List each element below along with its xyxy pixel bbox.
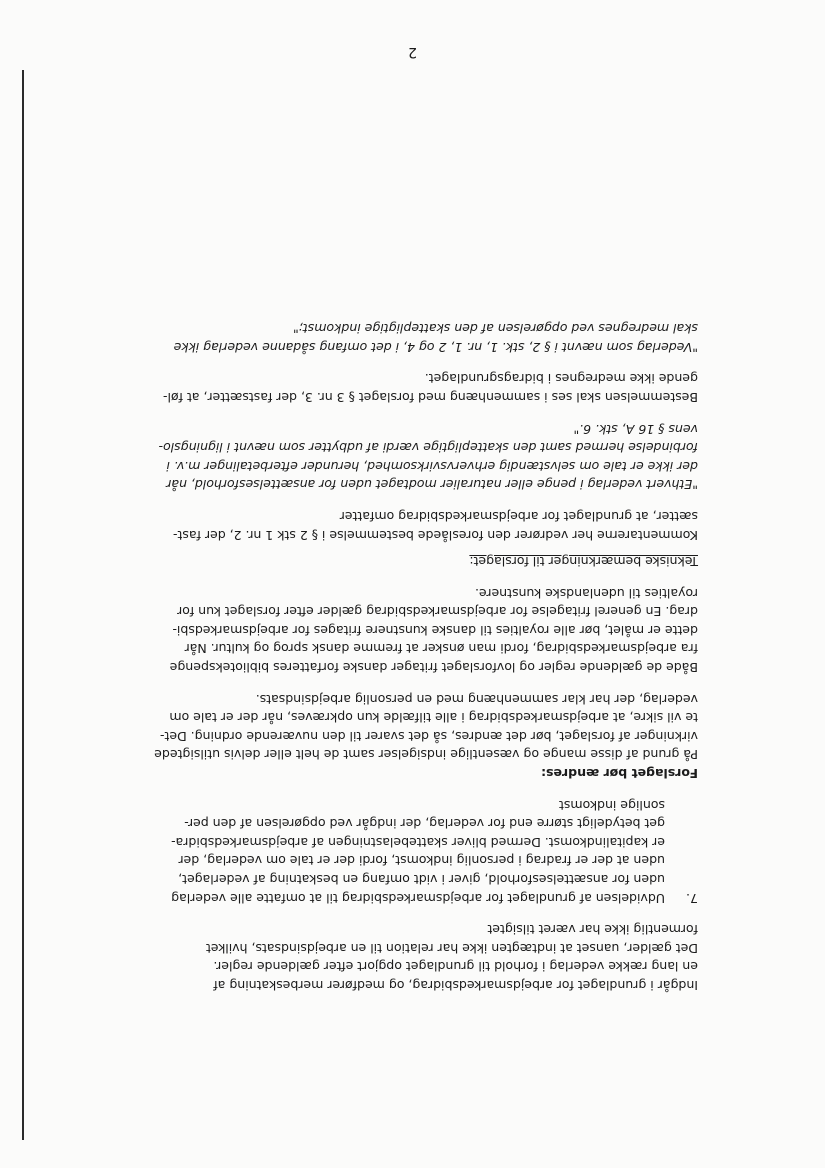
text-line: Kommentarerne her vedrører den foreslåede bestemmelse i § 2 stk 1 nr. 2, der fast- xyxy=(173,527,698,543)
text-line: fra arbejdsmarkedsbidrag, fordi man ønsker at fremme dansk sprog og kultur. Når xyxy=(184,641,698,657)
page-number: 2 xyxy=(408,44,417,60)
quote-block-1 xyxy=(133,419,698,493)
text-line: sætter, at grundlaget for arbejdsmarkedsbidrag omfatter xyxy=(339,508,698,524)
section-heading-changes: Forslaget bør ændres: xyxy=(541,766,698,782)
text-line: Både de gældende regler og lovforslaget fritager danske forfatteres bibliotekspenge xyxy=(169,660,698,676)
text-line: "Vederlag som nævnt i § 2, stk. 1, nr. 1, 2 og 4, i det omfang sådanne vederlag ikke xyxy=(173,339,698,355)
text-line: skal medregnes ved opgørelsen af den skattepligtige indkomst;" xyxy=(292,321,698,337)
numbered-item-7 xyxy=(133,795,698,907)
text-line: Det gælder, uanset at indtægten ikke har relation til en arbejdsindsats, hvilket xyxy=(205,940,698,956)
text-line: formentlig ikke har været tilsigtet xyxy=(487,922,698,938)
text-line: "Ethvert vederlag i penge eller naturalier modtaget uden for ansættelsesforhold, når xyxy=(166,477,698,493)
paragraph-changes xyxy=(133,689,698,763)
text-line: drag. En generel fritagelse for arbejdsmarkedsbidrag gælder efter forslaget kun for xyxy=(177,604,698,620)
text-line: sonlige indkomst xyxy=(559,797,665,813)
text-line: virkninger af forslaget, bør det ændres, så det svarer til den nuværende ordning. Det- xyxy=(160,728,698,744)
text-line: te vil sikre, at arbejdsmarkedsbidrag i alle tilfælde kun opkræves, når der er tale om xyxy=(169,710,698,726)
text-line: get betydeligt større end for vederlag, der indgår ved opgørelsen af den per- xyxy=(184,816,665,832)
document-body xyxy=(133,319,698,994)
scan-edge-line xyxy=(22,70,24,1140)
text-line: royalties til udenlandske kunstnere. xyxy=(475,585,698,601)
text-line: gende ikke medregnes i bidragsgrundlaget. xyxy=(424,371,698,387)
text-line: Bestemmelsen skal ses i sammenhæng med forslaget § 3 nr. 3, der fastsætter, at føl- xyxy=(163,389,698,405)
text-line: På grund af disse mange og væsentlige indsigelser samt de helt eller delvis utilsigtede xyxy=(154,747,698,763)
text-line: uden for ansættelsesforhold, giver i vidt omfang en beskatning af vederlaget, xyxy=(178,872,665,888)
quote-block-2 xyxy=(133,319,698,356)
paragraph-reference xyxy=(133,369,698,406)
section-heading-technical: Tekniske bemærkninger til forslaget: xyxy=(469,554,698,570)
text-line: forbindelse hermed samt den skattepligtige værdi af udbytter som nævnt i ligningslo- xyxy=(158,440,698,456)
text-line: dette er målet, bør alle royalties til danske kunstnere fritages for arbejdsmarkedsbi- xyxy=(172,622,698,638)
text-line: vens § 16 A, stk. 6." xyxy=(573,421,698,437)
text-line: er kapitalindkomst. Dermed bliver skattebelastningen af arbejdsmarkedsbidra- xyxy=(171,834,665,850)
item-number: 7. xyxy=(686,890,698,906)
paragraph-comments xyxy=(133,506,698,543)
text-line: der ikke er tale om selvstændig erhvervsvirksomhed, herunder efterbetalinger m.v. i xyxy=(166,458,698,474)
text-line: uden at der er fradrag i personlig indkomst, fordi der er tale om vederlag, der xyxy=(178,853,665,869)
paragraph-intro xyxy=(133,920,698,994)
text-line: Indgår i grundlaget for arbejdsmarkedsbidrag, og medfører merbeskatning af xyxy=(213,978,698,993)
text-line: vederlag, der har klar sammenhæng med en personlig arbejdsindsats. xyxy=(255,691,698,707)
text-line: en lang række vederlag i forhold til grundlaget opgjort efter gældende regler. xyxy=(213,959,698,975)
text-line: Udvidelsen af grundlaget for arbejdsmarkedsbidrag til at omfatte alle vederlag xyxy=(171,890,665,906)
paragraph-library xyxy=(133,583,698,676)
